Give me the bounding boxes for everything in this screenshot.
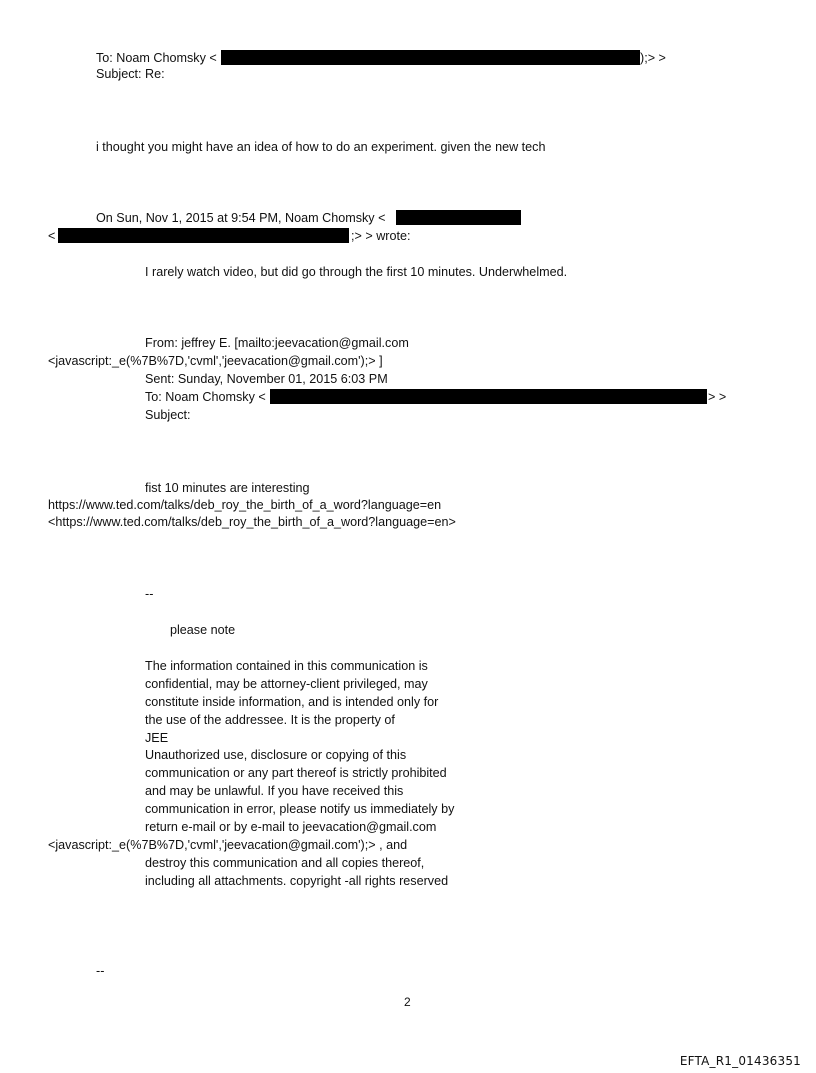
signature-separator: -- [145,587,154,601]
page-number: 2 [404,995,411,1009]
header-to-line [96,50,217,66]
redaction-bar [58,228,349,243]
disclaimer-line: <javascript:_e(%7B%7D,'cvml','jeevacation@gmail.com');> , and [48,838,408,852]
quote2-from-line1: From: jeffrey E. [mailto:jeevacation@gmail.com [145,336,409,350]
header-to-suffix: );> > [640,51,666,65]
quote1-attribution-suffix: ;> > wrote: [351,229,411,243]
redaction-bar [396,210,521,225]
disclaimer-line: return e-mail or by e-mail to jeevacation@gmail.com [145,820,437,834]
reply-body: i thought you might have an idea of how to do an experiment. given the new tech [96,140,546,154]
disclaimer-line: The information contained in this communication is [145,659,428,673]
quote2-to-prefix: To: Noam Chomsky < [145,390,266,404]
quote2-from-line2: <javascript:_e(%7B%7D,'cvml','jeevacation@gmail.com');> ] [48,354,383,368]
disclaimer-line: including all attachments. copyright -all rights reserved [145,874,449,888]
quote2-sent: Sent: Sunday, November 01, 2015 6:03 PM [145,372,388,386]
document-id: EFTA_R1_01436351 [679,1054,801,1068]
quote2-subject: Subject: [145,408,191,422]
redaction-bar [270,389,707,404]
disclaimer-line: and may be unlawful. If you have received this [145,784,404,798]
disclaimer-line: confidential, may be attorney-client privileged, may [145,677,428,691]
disclaimer-line: communication or any part thereof is strictly prohibited [145,766,447,780]
quote2-to-suffix: > > [708,390,727,404]
disclaimer-line: JEE [145,731,169,745]
quote1-attribution-prefix: < [48,229,56,243]
disclaimer-line: destroy this communication and all copies thereof, [145,856,425,870]
disclaimer-line: Unauthorized use, disclosure or copying of this [145,748,407,762]
header-subject: Subject: Re: [96,67,165,81]
disclaimer-line: constitute inside information, and is intended only for [145,695,439,709]
footer-separator: -- [96,964,105,978]
please-note: please note [170,623,236,637]
header-to-prefix: To: Noam Chomsky < [96,51,217,65]
disclaimer-line: the use of the addressee. It is the property of [145,713,395,727]
quote1-attribution-line1: On Sun, Nov 1, 2015 at 9:54 PM, Noam Chomsky < [96,211,386,225]
quote1-body: I rarely watch video, but did go through the first 10 minutes. Underwhelmed. [145,265,568,279]
quote2-link: https://www.ted.com/talks/deb_roy_the_birth_of_a_word?language=en [48,498,442,512]
quote2-link-bracketed: <https://www.ted.com/talks/deb_roy_the_birth_of_a_word?language=en> [48,515,456,529]
quote2-body: fist 10 minutes are interesting [145,481,310,495]
redaction-bar [221,50,640,65]
disclaimer-line: communication in error, please notify us immediately by [145,802,455,816]
